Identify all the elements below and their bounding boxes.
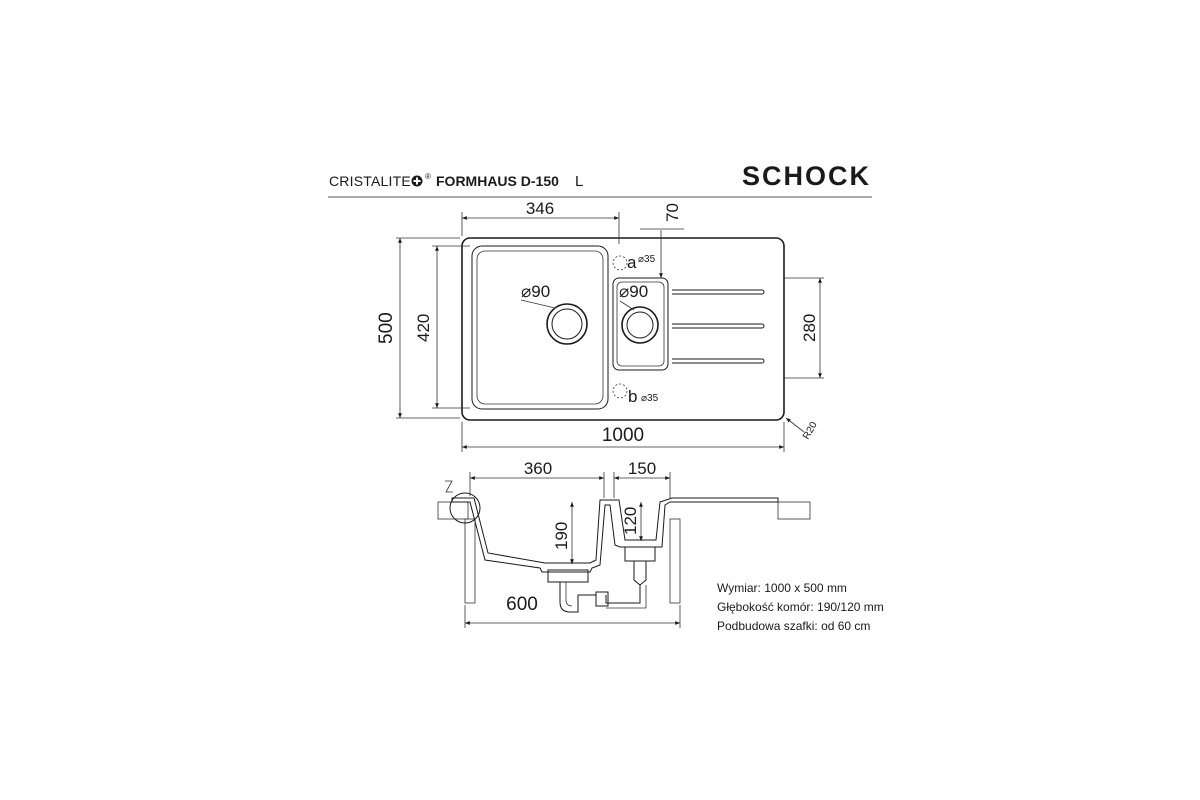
- main-drain-icon: [547, 304, 587, 344]
- spec-cabinet: Podbudowa szafki: od 60 cm: [717, 619, 871, 633]
- dim-width-total: 1000: [601, 425, 645, 446]
- dim-bowl-width: 346: [525, 199, 555, 218]
- tap-hole-a-size: ⌀35: [638, 254, 656, 265]
- main-drain-size: ⌀90: [521, 282, 551, 301]
- spec-depth: Głębokość komór: 190/120 mm: [717, 600, 884, 614]
- small-drain-size: ⌀90: [619, 282, 649, 301]
- small-drain-body: [625, 547, 655, 561]
- dim-main-width: 360: [523, 459, 553, 478]
- brand-logo: SCHOCK: [741, 161, 871, 191]
- dim-cabinet: 600: [506, 594, 538, 615]
- tap-hole-b-size: ⌀35: [641, 393, 659, 404]
- tap-hole-a-label: a: [627, 253, 637, 272]
- tap-hole-a-icon: [613, 256, 627, 270]
- small-drain-icon: [622, 307, 658, 343]
- dim-main-depth: 190: [552, 521, 571, 550]
- model-name: FORMHAUS D-150: [436, 173, 559, 189]
- dim-height-inner: 420: [414, 313, 433, 342]
- sink-profile: [452, 498, 778, 572]
- tap-hole-b-icon: [613, 384, 627, 398]
- product-line: CRISTALITE: [329, 173, 411, 189]
- dim-small-depth: 120: [621, 506, 640, 535]
- registered-mark: ®: [425, 172, 431, 181]
- main-bowl: [472, 246, 608, 409]
- dim-height-total: 500: [376, 312, 397, 344]
- header: [328, 161, 872, 197]
- cabinet-wall-right: [670, 519, 680, 603]
- cabinet-wall-left: [465, 519, 475, 603]
- top-view: [376, 199, 824, 452]
- dim-drainboard: 280: [800, 313, 819, 342]
- dim-drain-offset: 70: [663, 203, 682, 222]
- drainboard-ribs: [672, 290, 764, 363]
- tap-hole-b-label: b: [628, 387, 638, 406]
- specifications: [717, 579, 884, 636]
- cross-logo-icon: [412, 176, 423, 187]
- spec-size: Wymiar: 1000 x 500 mm: [717, 581, 847, 595]
- dim-small-width: 150: [627, 459, 657, 478]
- model-variant: L: [575, 173, 584, 190]
- countertop-right: [778, 502, 810, 519]
- dim-radius: R20: [801, 420, 820, 442]
